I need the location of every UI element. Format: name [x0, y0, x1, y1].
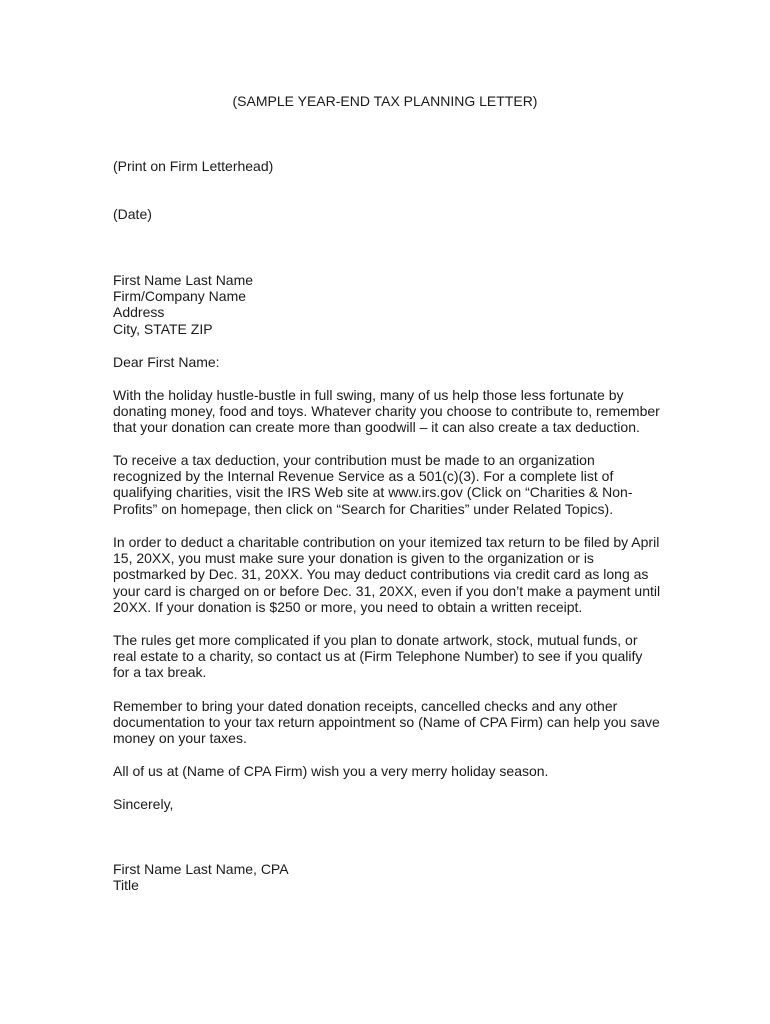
paragraph-line: for a tax break. [113, 664, 207, 681]
paragraph-line: donating money, food and toys. Whatever charity you choose to contribute to, remember [113, 403, 660, 420]
paragraph-line: All of us at (Name of CPA Firm) wish you a very merry holiday season. [113, 763, 549, 779]
paragraph-1 [113, 387, 661, 436]
paragraph-line: The rules get more complicated if you plan to donate artwork, stock, mutual funds, or [113, 632, 638, 648]
paragraph-4 [113, 632, 661, 681]
signature-block [113, 861, 661, 893]
closing-text: Sincerely, [113, 796, 174, 812]
signature-name: First Name Last Name, CPA [113, 861, 289, 877]
letterhead-note-text: (Print on Firm Letterhead) [113, 158, 274, 174]
paragraph-line: Profits” on homepage, then click on “Search for Charities” under Related Topics). [113, 500, 614, 517]
paragraph-line: that your donation can create more than goodwill – it can also create a tax deduction. [113, 419, 640, 436]
paragraph-line: documentation to your tax return appointment so (Name of CPA Firm) can help you save [113, 714, 660, 731]
paragraph-line: In order to deduct a charitable contribution on your itemized tax return to be filed by April [113, 534, 660, 550]
recipient-name: First Name Last Name [113, 272, 254, 288]
paragraph-3 [113, 534, 661, 615]
paragraph-5 [113, 698, 661, 747]
paragraph-line: qualifying charities, visit the IRS Web site at www.irs.gov (Click on “Charities & Non- [113, 484, 633, 501]
signature-title: Title [113, 877, 139, 894]
paragraph-2 [113, 452, 661, 517]
paragraph-line: real estate to a charity, so contact us at (Firm Telephone Number) to see if you qualify [113, 648, 643, 665]
paragraph-line: With the holiday hustle-bustle in full swing, many of us help those less fortunate by [113, 387, 624, 403]
paragraph-line: postmarked by Dec. 31, 20XX. You may deduct contributions via credit card as long as [113, 566, 649, 583]
recipient-company: Firm/Company Name [113, 288, 247, 305]
salutation [113, 354, 661, 370]
recipient-city-state-zip: City, STATE ZIP [113, 320, 213, 337]
recipient-address-block [113, 272, 661, 337]
closing [113, 796, 661, 812]
paragraph-line: 20XX. If your donation is $250 or more, you need to obtain a written receipt. [113, 598, 583, 615]
paragraph-line: To receive a tax deduction, your contribution must be made to an organization [113, 452, 595, 468]
paragraph-line: 15, 20XX, you must make sure your donation is given to the organization or is [113, 550, 594, 567]
salutation-text: Dear First Name: [113, 354, 220, 370]
letter-title: (SAMPLE YEAR-END TAX PLANNING LETTER) [232, 93, 538, 109]
recipient-address: Address [113, 304, 165, 321]
letterhead-note [113, 158, 661, 174]
paragraph-line: your card is charged on or before Dec. 31, 20XX, even if you don’t make a payment until [113, 582, 661, 599]
paragraph-line: money on your taxes. [113, 730, 247, 747]
date-text: (Date) [113, 206, 152, 222]
letter-date [113, 206, 661, 222]
paragraph-line: Remember to bring your dated donation receipts, cancelled checks and any other [113, 698, 618, 714]
paragraph-6 [113, 763, 661, 779]
paragraph-line: recognized by the Internal Revenue Service as a 501(c)(3). For a complete list of [113, 468, 614, 485]
